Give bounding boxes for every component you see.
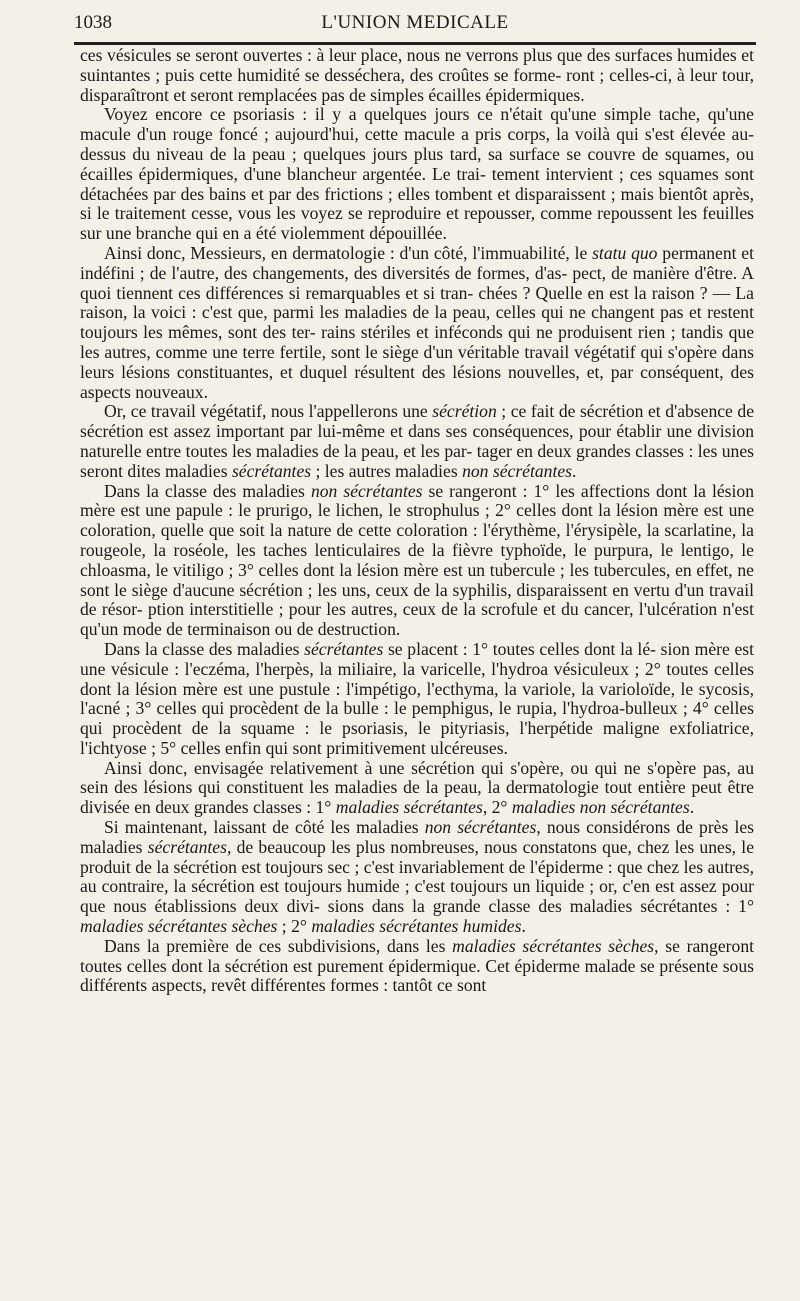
text-run: , 2° bbox=[482, 797, 512, 818]
italic-run: maladies sécrétantes bbox=[335, 797, 483, 818]
journal-title: L'UNION MEDICALE bbox=[321, 12, 509, 33]
italic-run: non sécrétantes bbox=[310, 480, 423, 501]
text-run: Dans la première de ces subdivisions, dans les bbox=[104, 935, 453, 956]
italic-run: maladies sécrétantes sèches bbox=[80, 916, 278, 937]
text-run: ; 2° bbox=[277, 916, 312, 937]
text-run: Ainsi donc, envisagée relativement à une sécrétion qui s'opère, ou qui ne s'opère pas, au sein des lésions qui constituent les maladies de la peau, la dermatologie tout entière peut être divisée en deux grandes classes : 1° bbox=[80, 757, 754, 818]
paragraph bbox=[80, 244, 754, 402]
paragraph bbox=[80, 105, 754, 244]
page-number: 1038 bbox=[74, 12, 112, 33]
italic-run: maladies non sécrétantes bbox=[511, 797, 690, 818]
text-run: , de beaucoup les plus nombreuses, nous constatons que, chez les unes, le produit de la sécrétion est toujours sec ; c'est invariablement de l'épiderme : que chez les autres, au contraire, la sécrétion est toujours humide ; c'est toujours un liquide ; or, c'en est assez pour que nous établissions deux divi- sions dans la grande classe des maladies sécrétantes : 1° bbox=[80, 836, 754, 917]
text-run: ; les autres maladies bbox=[311, 460, 463, 481]
italic-run: maladies sécrétantes sèches bbox=[452, 935, 655, 956]
paragraph bbox=[80, 482, 754, 640]
text-run: Dans la classe des maladies bbox=[104, 480, 311, 501]
italic-run: maladies sécrétantes humides bbox=[311, 916, 522, 937]
italic-run: sécrétion bbox=[432, 401, 497, 422]
text-run: Or, ce travail végétatif, nous l'appellerons une bbox=[104, 401, 433, 422]
text-run: . bbox=[521, 916, 526, 937]
italic-run: non sécrétantes bbox=[462, 460, 573, 481]
paragraph bbox=[80, 818, 754, 937]
text-run: se placent : 1° toutes celles dont la lé- sion mère est une vésicule : l'eczéma, l'herpès, la miliaire, la varicelle, l'hydroa vésiculeux ; 2° toutes celles dont la lésion mère est une pustule : l'impétigo, l'ecthyma, la variole, la varioloïde, le sycosis, l'acné ; 3° celles qui procèdent de la bulle : le pemphigus, le rupia, l'hydroa-bulleux ; 4° celles qui procèdent de la squame : le psoriasis, le pityriasis, l'herpétide maligne exfoliatrice, l'ichtyose ; 5° celles enfin qui sont primitivement ulcéreuses. bbox=[80, 638, 754, 758]
italic-run: sécrétantes bbox=[231, 460, 312, 481]
paragraph bbox=[80, 937, 754, 996]
text-run: . bbox=[689, 797, 695, 818]
text-run: Ainsi donc, Messieurs, en dermatologie : d'un côté, l'immuabilité, le bbox=[104, 242, 593, 263]
text-run: se rangeront : 1° les affections dont la lésion mère est une papule : le prurigo, le lichen, le strophulus ; 2° celles dont la lésion mère est une coloration, quelle que soit la nature de cette coloration : l'érythème, l'érysipèle, la scarlatine, la rougeole, la roséole, les taches lenticulaires de la fièvre typhoïde, le purpura, le lentigo, le chloasma, le vitiligo ; 3° celles dont la lésion mère est un tubercule ; les tubercules, en effet, ne sont le siège d'aucune sécrétion ; les uns, ceux de la syphilis, disparaissent en vertu d'un travail de résor- ption interstitielle ; pour les autres, ceux de la scrofule et du cancer, l'ulcération n'est qu'un mode de terminaison ou de destruction. bbox=[80, 480, 755, 640]
text-run: Voyez encore ce psoriasis : il y a quelques jours ce n'était qu'une simple tache, qu'une macule d'un rouge foncé ; aujourd'hui, cette macule a pris corps, la voilà qui s'est élevée au-dessus du niveau de la peau ; quelques jours plus tard, sa surface se couvre de squames, ou écailles épidermiques, d'une blancheur argentée. Le trai- tement intervient ; ces squames sont détachées par des bains et par des frictions ; elles tombent et disparaissent ; mais bientôt après, si le traitement cesse, vous les voyez se reproduire et repousser, comme repoussent les feuilles sur une branche qui en a été violemment dépouillée. bbox=[80, 104, 754, 244]
italic-run: sécrétantes bbox=[147, 836, 227, 857]
text-run: Si maintenant, laissant de côté les maladies bbox=[104, 817, 425, 838]
text-run: Dans la classe des maladies bbox=[104, 638, 305, 659]
text-run: , nous considérons de près les maladies bbox=[80, 817, 754, 857]
text-run: permanent et indéfini ; de l'autre, des changements, des diversités de formes, d'as- pect, de manière d'être. A quoi tiennent ces différences si remarquables et si tran- chées ? Quelle en est la raison ? — La raison, la voici : c'est que, parmi les maladies de la peau, celles qui ne changent pas et restent toujours les mêmes, sont des ter- rains stériles et inféconds qui ne produisent rien ; tandis que les autres, comme une terre fertile, sont le siège d'un véritable travail végétatif qui s'opère dans leurs lésions constituantes, et duquel résultent des lésions nouvelles, et, par conséquent, des aspects nouveaux. bbox=[80, 242, 754, 402]
text-run: ; ce fait de sécrétion et d'absence de sécrétion est assez important par lui-même et dans ses conséquences, pour établir une division naturelle entre toutes les maladies de la peau, et les par- tager en deux grandes classes : les unes seront dites maladies bbox=[80, 401, 754, 481]
paragraph bbox=[80, 640, 754, 759]
italic-run: sécrétantes bbox=[304, 638, 384, 659]
paragraph bbox=[80, 759, 754, 818]
running-head bbox=[74, 8, 756, 38]
italic-run: statu quo bbox=[592, 242, 658, 263]
italic-run: non sécrétantes bbox=[424, 817, 537, 838]
paragraph bbox=[80, 402, 754, 481]
text-run: ces vésicules se seront ouvertes : à leur place, nous ne verrons plus que des surfaces humides et suintantes ; puis cette humidité se desséchera, des croûtes se forme- ront ; celles-ci, à leur tour, disparaîtront et seront remplacées pas de simples écailles épidermiques. bbox=[80, 45, 754, 105]
text-run: , se rangeront toutes celles dont la sécrétion est purement épidermique. Cet épiderme malade se présente sous différents aspects, revêt différentes formes : tantôt ce sont bbox=[80, 935, 755, 996]
article-body bbox=[80, 46, 754, 996]
text-run: . bbox=[572, 460, 577, 481]
paragraph bbox=[80, 46, 754, 105]
